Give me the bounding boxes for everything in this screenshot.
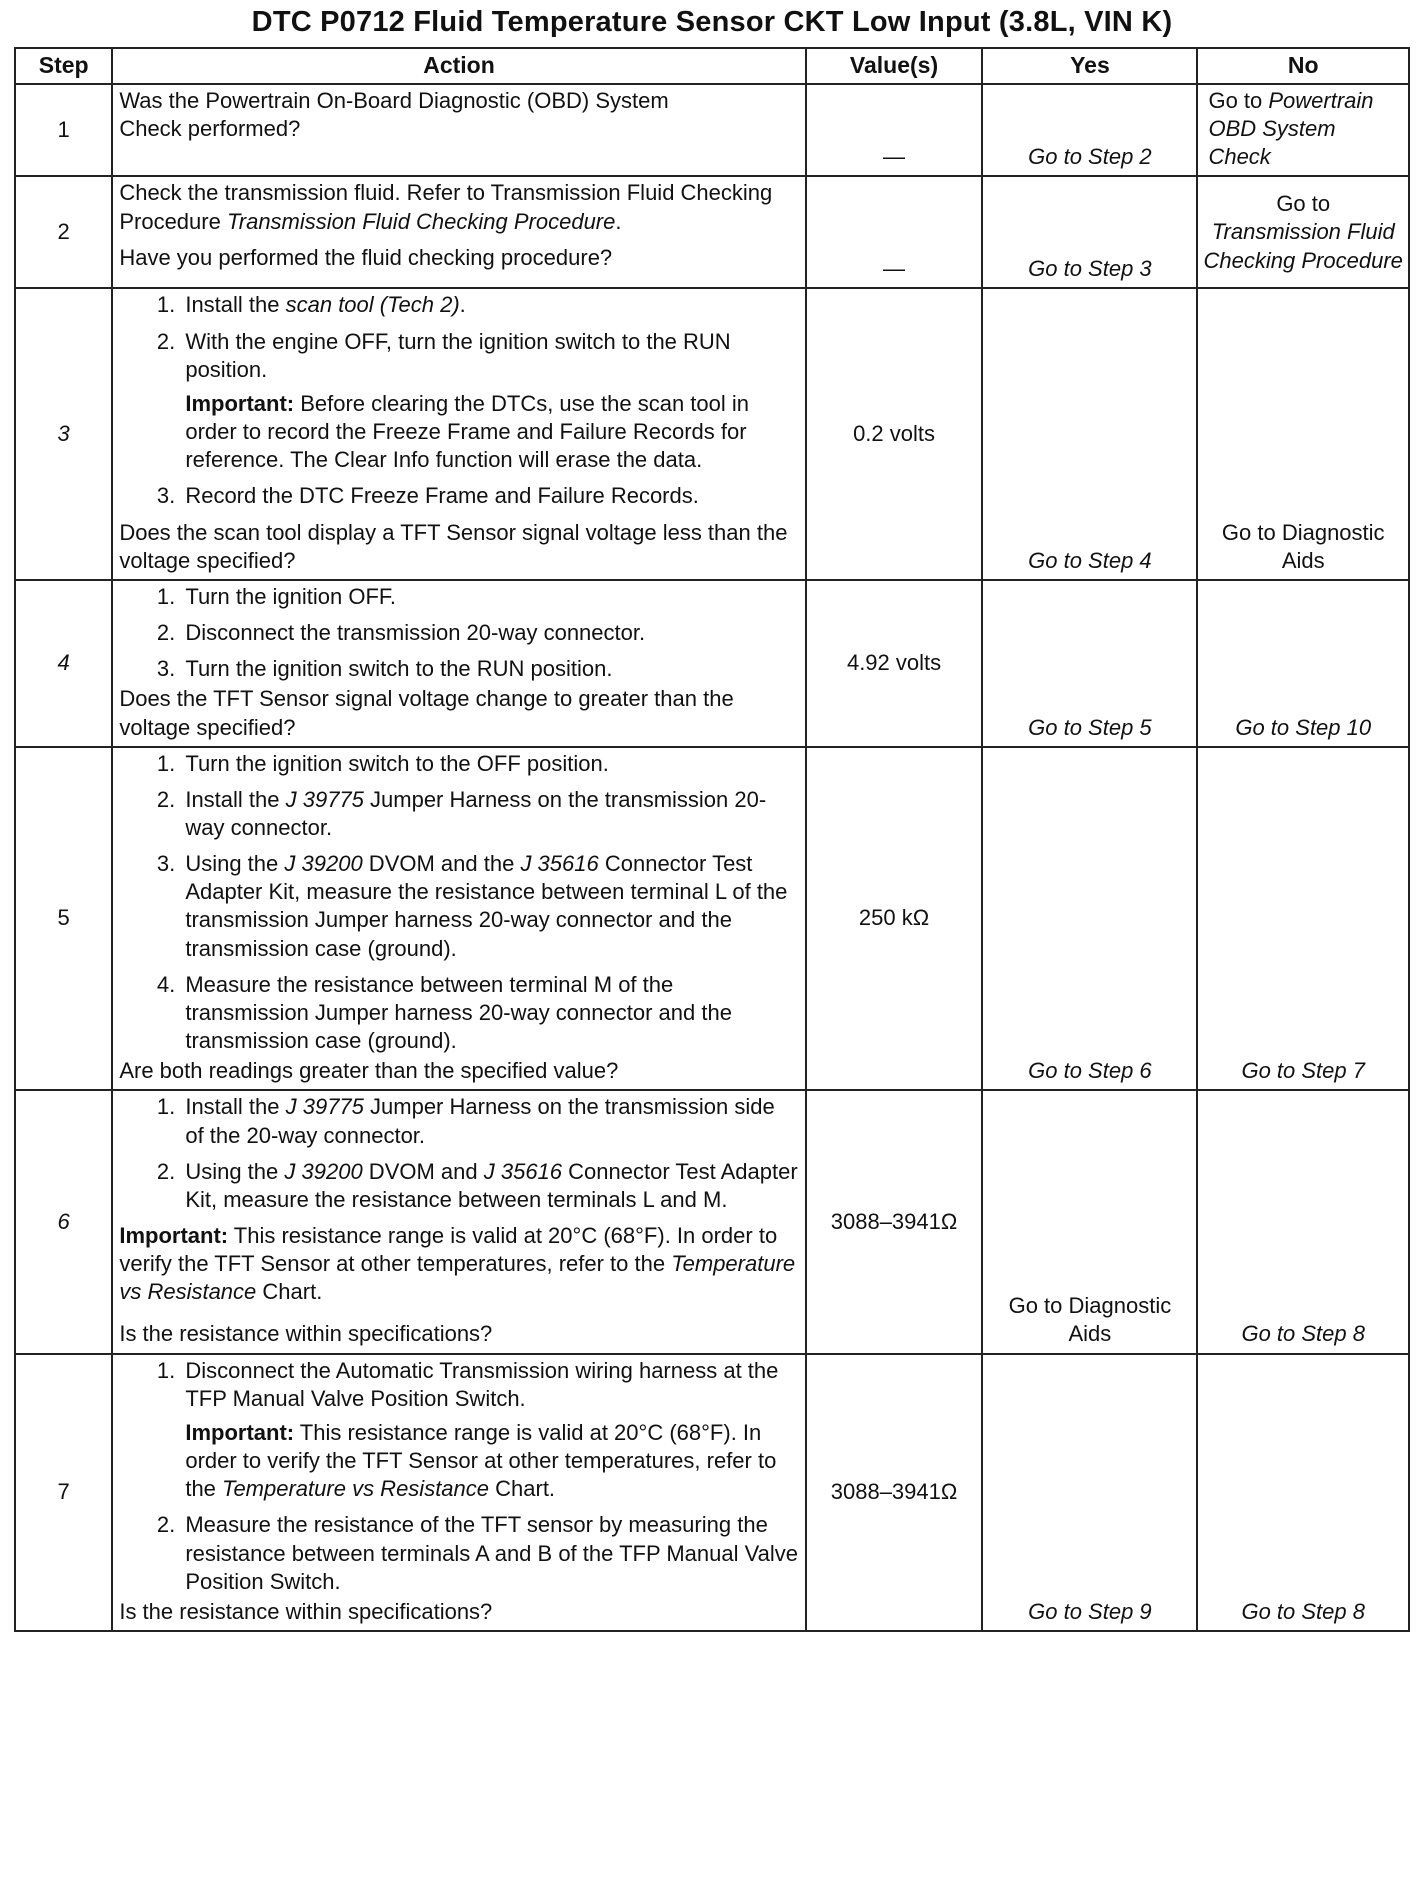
value-cell: 3088–3941Ω: [806, 1090, 983, 1353]
value-cell: —: [806, 176, 983, 288]
no-cell: Go to Step 8: [1197, 1090, 1409, 1353]
action-question: Check performed?: [119, 116, 301, 142]
no-cell: Go to Step 8: [1197, 1354, 1409, 1631]
important-note: Important: This resistance range is valid at 20°C (68°F). In order to verify the TFT Sensor at other temperatures, refer to the Temperature vs Resistance Chart.: [185, 1419, 777, 1502]
action-cell: [112, 1354, 805, 1631]
important-note: Important: This resistance range is valid at 20°C (68°F). In order to verify the TFT Sensor at other temperatures, refer to the Temperature vs Resistance Chart.: [119, 1223, 796, 1305]
list-item: 1. Turn the ignition OFF.: [181, 583, 798, 611]
no-text: Go to: [1276, 191, 1331, 217]
header-action: Action: [112, 48, 805, 84]
action-question: Does the scan tool display a TFT Sensor signal voltage less than the voltage specified?: [119, 519, 788, 573]
yes-cell: Go to Step 6: [982, 747, 1197, 1091]
value-cell: 3088–3941Ω: [806, 1354, 983, 1631]
yes-cell: Go to Step 3: [982, 176, 1197, 288]
action-question: Are both readings greater than the specified value?: [119, 1058, 619, 1084]
value-cell: —: [806, 84, 983, 176]
action-cell: [112, 84, 805, 176]
step-number: 5: [15, 747, 112, 1091]
header-no: No: [1197, 48, 1409, 84]
action-cell: [112, 580, 805, 747]
step-number: 2: [15, 176, 112, 288]
header-row: [15, 48, 1409, 84]
action-cell: [112, 747, 805, 1091]
step-number: 3: [15, 288, 112, 579]
no-text-emphasis: Check: [1208, 144, 1271, 170]
header-values: Value(s): [806, 48, 983, 84]
step-number: 7: [15, 1354, 112, 1631]
yes-cell: Go to Step 2: [982, 84, 1197, 176]
action-question: Is the resistance within specifications?: [119, 1598, 493, 1624]
table-row: [15, 84, 1409, 176]
header-step: Step: [15, 48, 112, 84]
list-item: 3. Record the DTC Freeze Frame and Failure Records.: [181, 482, 798, 510]
value-cell: 4.92 volts: [806, 580, 983, 747]
value-cell: 0.2 volts: [806, 288, 983, 579]
list-item: 2. Using the J 39200 DVOM and J 35616 Connector Test Adapter Kit, measure the resistance between terminals L and M.: [181, 1158, 798, 1214]
no-cell: [1197, 84, 1409, 176]
no-text-emphasis: Transmission Fluid Checking Procedure: [1203, 219, 1403, 273]
yes-cell: Go to Diagnostic Aids: [982, 1090, 1197, 1353]
step-number: 4: [15, 580, 112, 747]
table-row: [15, 176, 1409, 288]
table-row: [15, 288, 1409, 579]
list-item: 1. Turn the ignition switch to the OFF position.: [181, 750, 798, 778]
list-item: 3. Using the J 39200 DVOM and the J 35616 Connector Test Adapter Kit, measure the resistance between terminal L of the transmission Jumper harness 20-way connector and the transmission case (ground).: [181, 850, 798, 963]
no-cell: [1197, 176, 1409, 288]
header-yes: Yes: [982, 48, 1197, 84]
step-number: 6: [15, 1090, 112, 1353]
no-cell: Go to Diagnostic Aids: [1197, 288, 1409, 579]
list-item: 4. Measure the resistance between terminal M of the transmission Jumper harness 20-way connector and the transmission case (ground).: [181, 971, 798, 1055]
action-cell: [112, 288, 805, 579]
list-item: 2. Install the J 39775 Jumper Harness on the transmission 20-way connector.: [181, 786, 798, 842]
action-text-emphasis: Transmission Fluid Checking Procedure: [226, 208, 616, 234]
action-question: Does the TFT Sensor signal voltage change to greater than the voltage specified?: [119, 686, 734, 740]
action-text: Check the transmission fluid. Refer to Transmission Fluid Checking Procedure: [119, 180, 773, 234]
list-item: 1. Disconnect the Automatic Transmission wiring harness at the TFP Manual Valve Position Switch. Important: This resistance range is valid at 20°C (68°F). In order to verify the TFT Sensor at other temperatures, refer to the Temperature vs Resistance Chart.: [181, 1357, 798, 1504]
table-row: [15, 1090, 1409, 1353]
list-item: 2. Disconnect the transmission 20-way connector.: [181, 619, 798, 647]
list-item: 2. Measure the resistance of the TFT sensor by measuring the resistance between terminals A and B of the TFP Manual Valve Position Switch.: [181, 1511, 798, 1595]
diagnostic-table: [14, 47, 1410, 1632]
no-text: Go to: [1208, 88, 1269, 113]
action-question: Is the resistance within specifications?: [119, 1321, 493, 1347]
no-cell: Go to Step 7: [1197, 747, 1409, 1091]
table-row: [15, 1354, 1409, 1631]
action-cell: [112, 1090, 805, 1353]
important-note: Important: Before clearing the DTCs, use the scan tool in order to record the Freeze Frame and Failure Records for reference. The Clear Info function will erase the data.: [185, 390, 749, 473]
no-text-emphasis: Powertrain OBD System: [1208, 88, 1374, 142]
list-item: 1. Install the scan tool (Tech 2).: [181, 291, 798, 319]
table-row: [15, 580, 1409, 747]
action-text: .: [615, 208, 622, 234]
action-question: Was the Powertrain On-Board Diagnostic (OBD) System: [119, 88, 669, 113]
table-row: [15, 747, 1409, 1091]
list-item: 3. Turn the ignition switch to the RUN position.: [181, 655, 798, 683]
yes-cell: Go to Step 4: [982, 288, 1197, 579]
page-title: DTC P0712 Fluid Temperature Sensor CKT Low Input (3.8L, VIN K): [251, 6, 1173, 38]
value-cell: 250 kΩ: [806, 747, 983, 1091]
list-item: 1. Install the J 39775 Jumper Harness on the transmission side of the 20-way connector.: [181, 1093, 798, 1149]
step-number: 1: [15, 84, 112, 176]
yes-cell: Go to Step 9: [982, 1354, 1197, 1631]
list-item: 2. With the engine OFF, turn the ignition switch to the RUN position. Important: Before clearing the DTCs, use the scan tool in order to record the Freeze Frame and Failure Records for reference. The Clear Info function will erase the data.: [181, 328, 798, 475]
yes-cell: Go to Step 5: [982, 580, 1197, 747]
no-cell: Go to Step 10: [1197, 580, 1409, 747]
action-cell: [112, 176, 805, 288]
action-question: Have you performed the fluid checking procedure?: [119, 244, 613, 270]
